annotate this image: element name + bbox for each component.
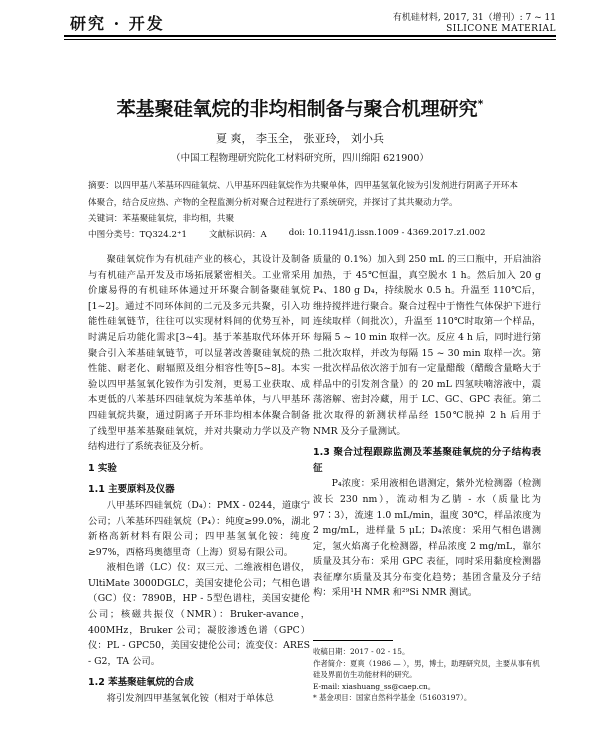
journal-name: SILICONE MATERIAL <box>446 24 556 34</box>
header-rule-thick <box>64 35 556 37</box>
keywords: 关键词：苯基聚硅氧烷，非均相，共聚 <box>88 214 235 224</box>
abstract: 摘要：以四甲基八苯基环四硅氧烷、八甲基环四硅氧烷作为共聚单体，四甲基氢氧化铵为引发剂进行阴离子开环本体聚合，结合反应热、产物的全程监测分析对聚合过程进行了系统研究，并探讨了其共聚动力学。 <box>88 181 518 208</box>
class-number: 中图分类号：TQ324.2⁺1 <box>88 230 187 240</box>
affiliation: （中国工程物理研究院化工材料研究所，四川绵阳 621900） <box>171 153 429 164</box>
subsection-heading-characterization: 1.3 聚合过程跟踪监测及苯基聚硅氧烷的分子结构表征 <box>313 447 541 474</box>
subsection-heading-materials: 1.1 主要原料及仪器 <box>88 484 175 496</box>
article-title <box>0 94 600 121</box>
footnote-rule <box>313 640 393 641</box>
footnote-author-bio: 作者简介：夏爽（1986 — ），男，博士，助理研究员，主要从事有机硅及界面仿生功能材料的研究。 <box>313 658 540 679</box>
authors: 夏 爽， 李玉全， 张亚玲， 刘小兵 <box>216 132 384 145</box>
journal-citation: 有机硅材料, 2017, 31（增刊）: 7 ~ 11 <box>392 13 556 23</box>
title-text: 苯基聚硅氧烷的非均相制备与聚合机理研究 <box>116 98 478 120</box>
synthesis-paragraph-cont: 质量的 0.1%）加入到 250 mL 的三口瓶中，开启油浴加热，于 45℃恒温，真空脱水 1 h。然后加入 20 g P₄、180 g D₄，持续脱水 0.5 h。升温至 110℃后，维持搅拌进行聚合。聚合过程中于惰性气体保护下进行连续取样（间批次），升温至 110℃时取第一个样品，每隔 5 ~ 10 min 取样一次。反应 4 h 后，同时进行第二批次取样，并改为每隔 15 ~ 30 min 取样一次。第一批次样品依次溶于加有一定量醋酸（醋酸含量略大于样品中的引发剂含量）的 20 mL 四氢呋喃溶液中，震荡溶解、密封冷藏，用于 LC、GC、GPC 表征。第二批次取得的新测状样品经 150℃脱掉 2 h 后用于 NMR 及分子量测试。 <box>313 254 541 437</box>
right-column <box>313 252 541 601</box>
instruments-paragraph: 液相色谱（LC）仪：双三元、二维液相色谱仪，UltiMate 3000DGLC，美国安捷伦公司；气相色谱（GC）仪：7890B，HP - 5型色谱柱，美国安捷伦公司；核磁共振仪（NMR）：Bruker-avance，400MHz，Bruker 公司；凝胶渗透色谱（GPC）仪：PL - GPC50，美国安捷伦公司；流变仪：ARES - G2，TA 公司。 <box>88 562 310 667</box>
subsection-heading-synthesis: 1.2 苯基聚硅氧烷的合成 <box>88 677 194 689</box>
header-rule-thin <box>64 39 556 40</box>
footnote-email: E-mail: xiashuang_ss@caep.cn。 <box>313 681 436 691</box>
footnote-fund: * 基金项目：国家自然科学基金（51603197）。 <box>313 693 472 702</box>
doi: doi: 10.11941/j.issn.1009 - 4369.2017.z1.002 <box>288 228 486 238</box>
materials-paragraph: 八甲基环四硅氧烷（D₄）：PMX - 0244，道康宁公司；八苯基环四硅氧烷（P₄）：纯度≥99.0%，湖北新格高新材料有限公司；四甲基氢氧化铵：纯度≥97%，西格玛奥德里奇（上海）贸易有限公司。 <box>88 499 310 558</box>
left-column <box>88 252 310 707</box>
title-footnote-mark: * <box>477 97 484 111</box>
section-heading-experiment: 1 实验 <box>88 462 117 474</box>
document-code: 文献标识码：A <box>208 230 267 240</box>
section-tag: 研究 · 开发 <box>70 14 165 33</box>
characterization-paragraph: P₄浓度：采用液相色谱测定，紫外光检测器（检测波长 230 nm），流动相为乙腈 - 水（质量比为 97∶3），流速 1.0 mL/min，温度 30℃，样品浓度为 2 mg/mL，进样量 5 μL；D₄浓度：采用气相色谱测定，氢火焰离子化检测器，样品浓度 2 mg/mL，靠尔质量及其分布：采用 GPC 表征，同时采用黏度检测器表征摩尔质量及其分布变化趋势；基团含量及分子结构：采用¹H NMR 和²⁹Si NMR 测试。 <box>313 478 541 599</box>
footnotes <box>313 646 541 704</box>
classification-line <box>88 228 528 240</box>
intro-paragraph: 聚硅氧烷作为有机硅产业的核心，其设计及制备与有机硅产品开发及市场拓展紧密相关。工业常采用价廉易得的有机硅环体通过开环聚合制备聚硅氧烷[1~2]。通过不同环体间的二元及多元共聚，引入功能性硅氧链节，往往可以实现材料间的优势互补，同时满足后功能化需求[3~4]。基于苯基取代环体开环聚合引入苯基硅氧链节，可以显著改善聚硅氧烷的热性能、耐老化、耐辐照及组分相容性等[5~8]。本实验以四甲基氢氧化铵作为引发剂，更易工业获取、成本更低的八苯基环四硅氧烷为苯基单体，与八甲基环四硅氧烷共聚，通过阴离子开环非均相本体聚合制备了线型甲基苯基聚硅氧烷，并对共聚动力学以及产物结构进行了系统表征及分析。 <box>88 254 310 453</box>
synthesis-paragraph-start: 将引发剂四甲基氢氧化铵（相对于单体总 <box>106 693 274 705</box>
footnote-received: 收稿日期：2017 - 02 - 15。 <box>313 647 410 656</box>
